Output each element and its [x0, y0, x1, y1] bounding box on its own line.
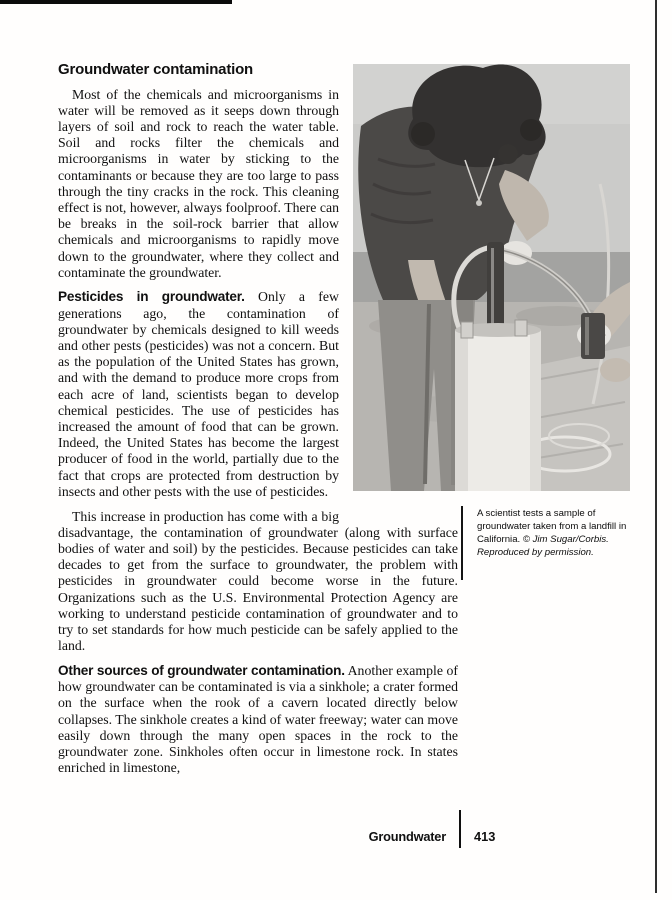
caption-credit: © Jim Sugar/Corbis. Reproduced by permission.: [477, 534, 609, 558]
scan-artifact-right-edge: [655, 0, 657, 893]
paragraph-text: This increase in production has come with a big disadvantage, the contamination of groundwater (along with surface bodies of water and soil) by the pesticides. Because pesticides can take decades to get from the surface to groundwater, the problem with pesticides in groundwater could become worse in the future. Organizations such as the U.S. Environmental Protection Agency are working to understand pesticide contamination of groundwater and to try to set standards for how much pesticide can be safely applied to the land.: [58, 508, 458, 654]
footer-page-number: 413: [474, 829, 496, 844]
page-title: Groundwater contamination: [58, 61, 254, 78]
caption-rule: [461, 506, 463, 580]
paragraph-other-sources: [58, 663, 458, 776]
scan-artifact-top: [0, 0, 232, 4]
runin-heading-other-sources: Other sources of groundwater contamination.: [58, 662, 345, 678]
paragraph-text: Most of the chemicals and microorganisms in water will be removed as it seeps down through layers of soil and rock to reach the water table. Soil and rocks filter the chemicals and microorganisms in water by sticking to the contaminants or because they are too large to pass through the tiny cracks in the rock. This cleaning effect is not, however, always foolproof. There can be breaks in the soil-rock barrier that allow chemicals and microorganisms to rapidly move down to the groundwater, where they collect and contaminate the groundwater.: [58, 86, 339, 280]
paragraph-text: Another example of how groundwater can be contaminated is via a sinkhole; a crater formed on the surface when the rook of a cavern located directly below collapses. The sinkhole creates a kind of water freeway; water can move easily down through the many open spaces in the rock to the groundwater zone. Sinkholes often occur in limestone rock. In states enriched in limestone,: [58, 662, 458, 776]
photo-sampler: [487, 242, 504, 336]
photo-caption: [477, 507, 629, 559]
main-text-column: [58, 62, 458, 785]
photo-frame: [353, 64, 630, 491]
photo-sample-bottle: [581, 313, 605, 359]
runin-heading-pesticides: Pesticides in groundwater.: [58, 289, 245, 305]
paragraph-text: Only a few generations ago, the contamination of groundwater by chemicals designed to kill weeds and other pests (pesticides) was not a concern. But as the population of the United States has grown, and with the demand to produce more crops from each acre of land, scientists began to develop chemical pesticides. The use of pesticides has increased the amount of food that can be grown. Indeed, the United States has become the largest producer of food in the world, partially due to the fact that crops are protected from destruction by insects and other pests with the use of pesticides.: [58, 289, 339, 499]
footer-section-title: Groundwater: [368, 829, 446, 844]
caption-text: A scientist tests a sample of groundwater taken from a landfill in California.: [477, 508, 627, 545]
paragraph-production-increase: [58, 509, 458, 655]
footer-divider: [459, 810, 461, 848]
photo-scientist-groundwater: [353, 64, 630, 491]
